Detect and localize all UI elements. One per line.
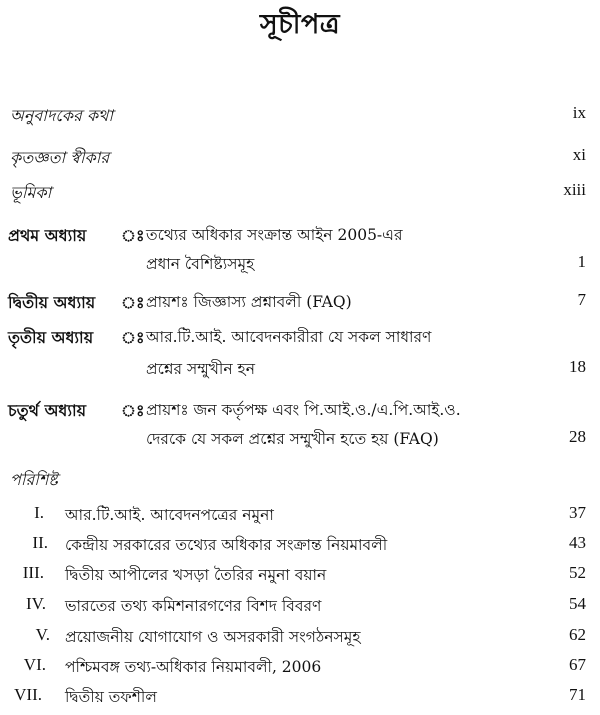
toc-entry-chapter-1[interactable] [0, 223, 600, 251]
toc-page-number: 28 [569, 427, 586, 446]
toc-entry-chapter-4-cont[interactable] [0, 427, 600, 455]
chapter-title-line: দেরকে যে সকল প্রশ্নের সম্মুখীন হতে হয় (FAQ) [146, 430, 439, 448]
appendix-title: প্রয়োজনীয় যোগাযোগ ও অসরকারী সংগঠনসমূহ [65, 628, 361, 646]
toc-entry-label: অনুবাদকের কথা [10, 106, 114, 125]
toc-entry-appendix-6[interactable] [0, 655, 600, 683]
toc-entry-acknowledgement[interactable] [0, 145, 600, 173]
appendix-title: ভারতের তথ্য কমিশনারগণের বিশদ বিবরণ [65, 597, 322, 615]
chapter-title-line: প্রায়শঃ জিজ্ঞাস্য প্রশ্নাবলী (FAQ) [146, 293, 352, 311]
chapter-colon: ঃ [121, 401, 145, 420]
appendix-number: VII. [14, 685, 42, 704]
appendix-number: IV. [26, 594, 46, 613]
appendix-title: দ্বিতীয় আপীলের খসড়া তৈরির নমুনা বয়ান [65, 566, 327, 584]
toc-entry-chapter-3[interactable] [0, 325, 600, 353]
toc-page-number: ix [572, 103, 586, 122]
appendix-title: পশ্চিমবঙ্গ তথ্য-অধিকার নিয়মাবলী, 2006 [65, 658, 322, 676]
chapter-colon: ঃ [121, 226, 145, 245]
toc-entry-chapter-2[interactable] [0, 290, 600, 318]
toc-page-number: 62 [569, 625, 586, 644]
toc-page-number: xi [572, 145, 586, 164]
toc-entry-chapter-1-cont[interactable] [0, 252, 600, 280]
toc-page-number: 18 [569, 357, 586, 376]
chapter-title-line: প্রধান বৈশিষ্ট্যসমূহ [146, 255, 255, 273]
appendix-number: III. [22, 563, 44, 582]
toc-entry-appendix-1[interactable] [0, 503, 600, 531]
toc-entry-label: কৃতজ্ঞতা স্বীকার [10, 148, 110, 167]
chapter-title-line: প্রায়শঃ জন কর্তৃপক্ষ এবং পি.আই.ও./এ.পি.আই.ও. [146, 401, 461, 419]
toc-entry-appendix-3[interactable] [0, 563, 600, 591]
chapter-title-line: তথ্যের অধিকার সংক্রান্ত আইন 2005-এর [146, 226, 403, 244]
toc-page-number: 7 [577, 290, 586, 309]
toc-page-number: 71 [569, 685, 586, 704]
toc-entry-appendix-7[interactable] [0, 685, 600, 713]
chapter-colon: ঃ [121, 328, 145, 347]
chapter-label: প্রথম অধ্যায় [8, 226, 87, 245]
toc-entry-chapter-4[interactable] [0, 398, 600, 426]
toc-page-number: xiii [563, 180, 586, 199]
appendix-number: II. [32, 533, 48, 552]
toc-page-number: 37 [569, 503, 586, 522]
toc-entry-translator-note[interactable] [0, 103, 600, 131]
toc-entry-appendix-2[interactable] [0, 533, 600, 561]
toc-page-number: 52 [569, 563, 586, 582]
chapter-label: দ্বিতীয় অধ্যায় [8, 293, 96, 312]
appendix-heading: পরিশিষ্ট [10, 470, 58, 489]
toc-entry-introduction[interactable] [0, 180, 600, 208]
appendix-title: দ্বিতীয় তফশীল [65, 688, 157, 706]
appendix-number: I. [34, 503, 44, 522]
appendix-number: V. [35, 625, 50, 644]
toc-page-number: 67 [569, 655, 586, 674]
toc-entry-appendix-5[interactable] [0, 625, 600, 653]
appendix-title: আর.টি.আই. আবেদনপত্রের নমুনা [65, 506, 274, 524]
toc-page-number: 54 [569, 594, 586, 613]
chapter-title-line: আর.টি.আই. আবেদনকারীরা যে সকল সাধারণ [146, 328, 432, 346]
toc-entry-chapter-3-cont[interactable] [0, 357, 600, 385]
chapter-label: তৃতীয় অধ্যায় [8, 328, 94, 347]
toc-page-number: 1 [577, 252, 586, 271]
page-title: সূচীপত্র [259, 9, 341, 40]
toc-entry-label: ভূমিকা [10, 183, 52, 202]
appendix-number: VI. [23, 655, 46, 674]
toc-entry-appendix-4[interactable] [0, 594, 600, 622]
chapter-colon: ঃ [121, 293, 145, 312]
toc-page-number: 43 [569, 533, 586, 552]
appendix-heading-row [0, 467, 600, 495]
appendix-title: কেন্দ্রীয় সরকারের তথ্যের অধিকার সংক্রান্ত নিয়মাবলী [65, 536, 388, 554]
chapter-title-line: প্রশ্নের সম্মুখীন হন [146, 360, 255, 378]
chapter-label: চতুর্থ অধ্যায় [8, 401, 87, 420]
